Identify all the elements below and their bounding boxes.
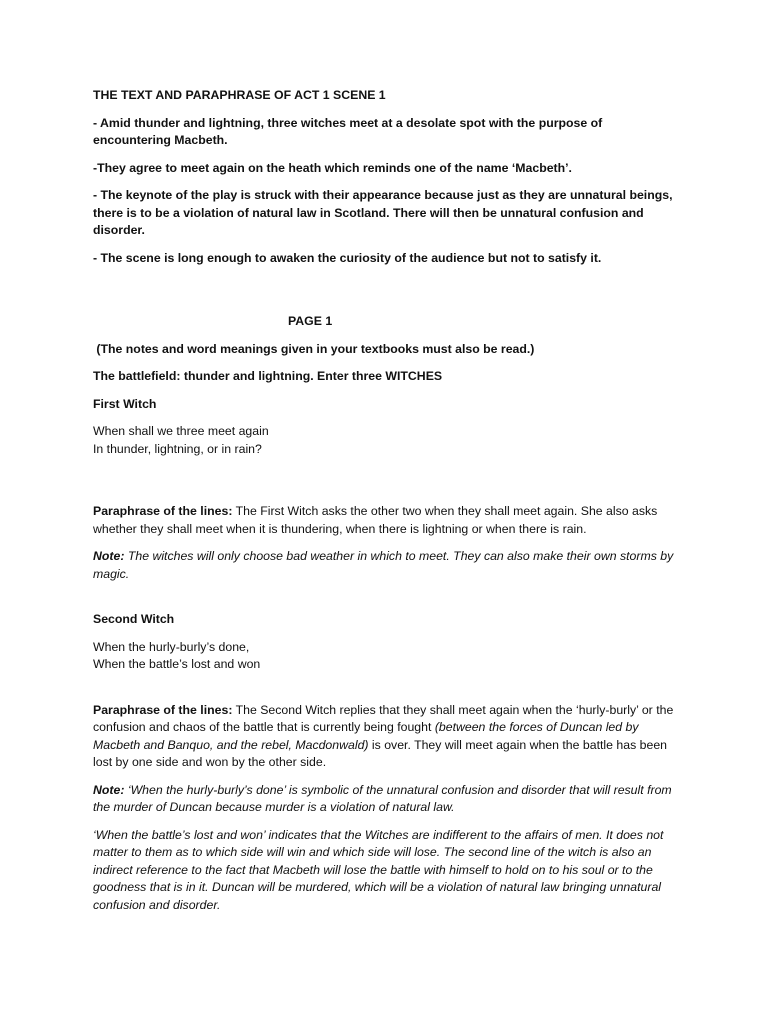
page-label: PAGE 1 xyxy=(288,314,333,328)
note-second-witch xyxy=(93,782,683,817)
verse-line: In thunder, lightning, or in rain? xyxy=(93,441,262,456)
document-title: THE TEXT AND PARAPHRASE OF ACT 1 SCENE 1 xyxy=(93,88,386,102)
summary-bullet-1: - Amid thunder and lightning, three witches meet at a desolate spot with the purpose of encountering Macbeth. xyxy=(93,115,603,147)
note-label: Note: xyxy=(93,782,125,797)
verse-second-witch xyxy=(93,639,683,674)
verse-line: When shall we three meet again xyxy=(93,424,269,438)
paraphrase-text: is over. They will meet again when the battle has been lost by one side and won by the other side. xyxy=(93,737,667,769)
speaker-second-witch: Second Witch xyxy=(93,612,175,626)
paraphrase-text: The First Witch asks the other two when they shall meet again. She also asks whether they shall meet when it is thundering, when there is lightning or when there is rain. xyxy=(93,504,658,536)
paraphrase-italic-text: (between the forces of Duncan led by Macbeth and Banquo, and the rebel, Macdonwald) xyxy=(93,720,639,752)
paraphrase-text: The Second Witch replies that they shall meet again when the ‘hurly-burly’ or the confusion and chaos of the battle that is currently being fought xyxy=(93,702,674,734)
verse-line: When the hurly-burly’s done, xyxy=(93,639,250,654)
paraphrase-first-witch xyxy=(93,503,683,538)
paraphrase-second-witch xyxy=(93,702,683,772)
stage-direction: The battlefield: thunder and lightning. Enter three WITCHES xyxy=(93,369,443,383)
summary-bullet-2: -They agree to meet again on the heath which reminds one of the name ‘Macbeth’. xyxy=(93,160,572,175)
paraphrase-label: Paraphrase of the lines: xyxy=(93,504,233,518)
summary-bullet-3: - The keynote of the play is struck with their appearance because just as they are unnatural beings, there is to be a violation of natural law in Scotland. There will then be unnatural confusion and disorder. xyxy=(93,188,673,237)
paraphrase-label: Paraphrase of the lines: xyxy=(93,702,233,717)
note-second-witch-continued: ‘When the battle’s lost and won’ indicates that the Witches are indifferent to the affairs of men. It does not matter to them as to which side will win and which side will lose. The second line of the witch is also an indirect reference to the fact that Macbeth will lose the battle with himself to hold on to his soul or to the goodness that is in it. Duncan will be murdered, which will be a violation of natural law bringing unnatural confusion and disorder. xyxy=(93,827,664,912)
note-text: The witches will only choose bad weather in which to meet. They can also make their own storms by magic. xyxy=(93,549,674,581)
note-text: ‘When the hurly-burly’s done’ is symbolic of the unnatural confusion and disorder that will result from the murder of Duncan because murder is a violation of natural law. xyxy=(93,782,672,814)
instruction-note: (The notes and word meanings given in your textbooks must also be read.) xyxy=(93,341,535,356)
verse-line: When the battle’s lost and won xyxy=(93,657,261,671)
summary-bullet-4: - The scene is long enough to awaken the curiosity of the audience but not to satisfy it. xyxy=(93,250,602,265)
note-label: Note: xyxy=(93,549,125,563)
verse-first-witch xyxy=(93,423,683,458)
document-page xyxy=(93,87,683,914)
speaker-first-witch: First Witch xyxy=(93,396,157,411)
note-first-witch xyxy=(93,548,683,583)
